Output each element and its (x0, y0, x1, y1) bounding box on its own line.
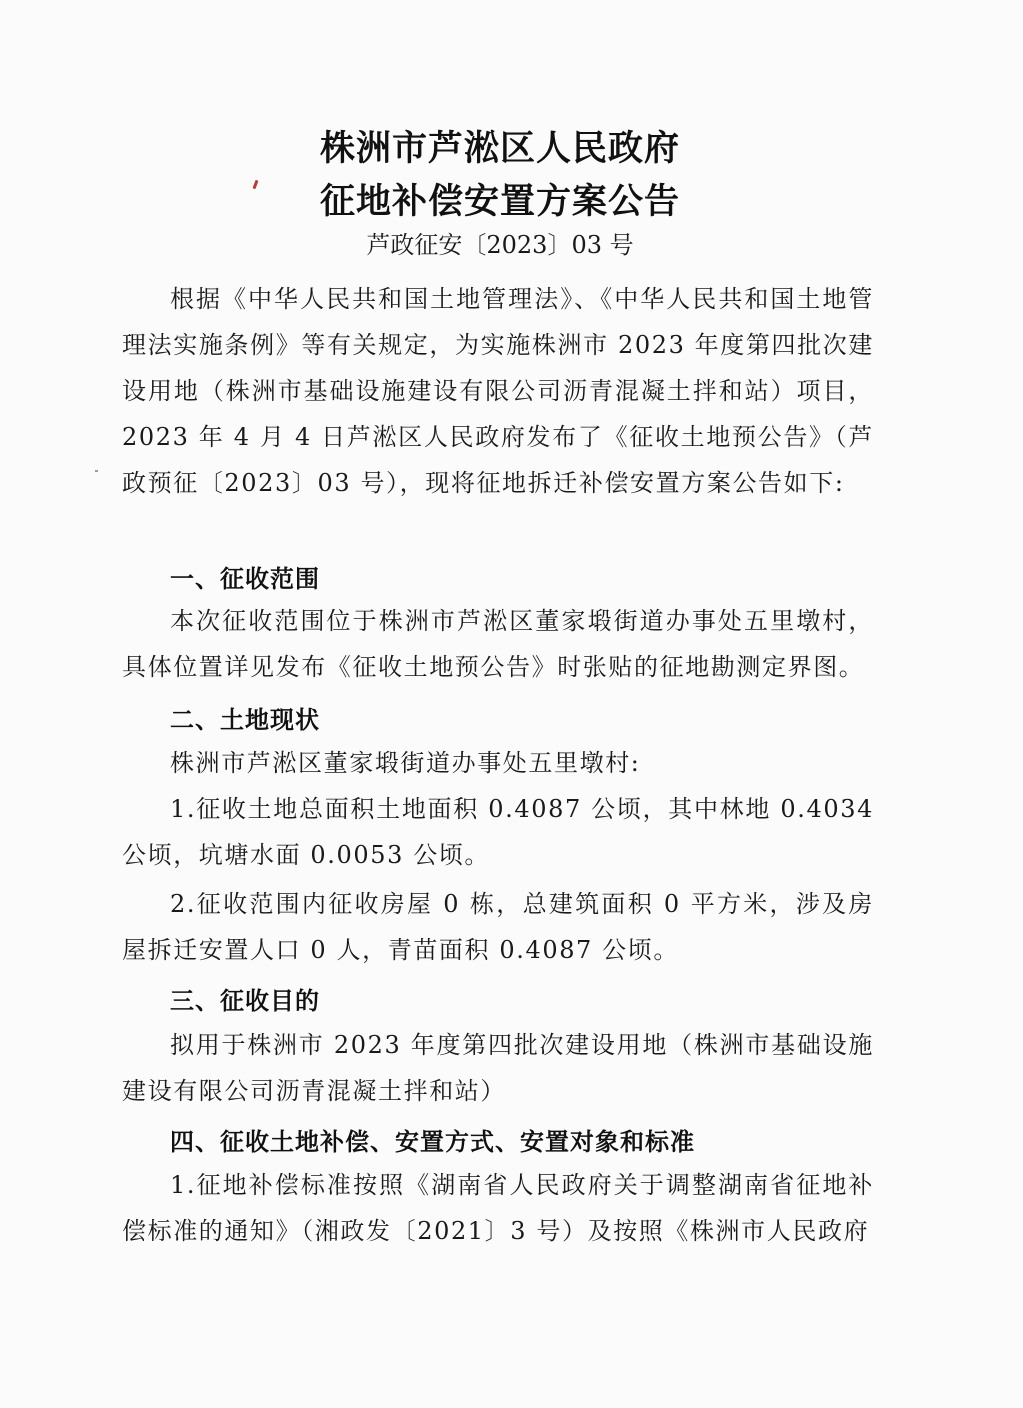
section-heading-purpose: 三、征收目的 (170, 987, 320, 1015)
document-number: 芦政征安〔2023〕03 号 (366, 231, 634, 259)
land-status-village: 株洲市芦淞区董家塅街道办事处五里墩村: (170, 749, 641, 777)
purpose-paragraph: 拟用于株洲市 2023 年度第四批次建设用地（株洲市基础设施建设有限公司沥青混凝土拌和站） (122, 1031, 874, 1105)
section-heading-scope: 一、征收范围 (170, 565, 320, 593)
section-heading-compensation: 四、征收土地补偿、安置方式、安置对象和标准 (170, 1128, 695, 1156)
compensation-paragraph: 1.征地补偿标准按照《湖南省人民政府关于调整湖南省征地补偿标准的通知》（湘政发〔2021〕3 号）及按照《株洲市人民政府 (122, 1171, 874, 1245)
document-title-line-2: 征地补偿安置方案公告 (319, 182, 680, 222)
land-status-item-1: 1.征收土地总面积土地面积 0.4087 公顷，其中林地 0.4034 公顷，坑塘水面 0.0053 公顷。 (122, 795, 874, 869)
land-status-item-2: 2.征收范围内征收房屋 0 栋，总建筑面积 0 平方米，涉及房屋拆迁安置人口 0 人，青苗面积 0.4087 公顷。 (122, 890, 874, 964)
scope-paragraph: 本次征收范围位于株洲市芦淞区董家塅街道办事处五里墩村，具体位置详见发布《征收土地预公告》时张贴的征地勘测定界图。 (122, 607, 874, 681)
intro-paragraph: 根据《中华人民共和国土地管理法》、《中华人民共和国土地管理法实施条例》等有关规定，为实施株洲市 2023 年度第四批次建设用地（株洲市基础设施建设有限公司沥青混凝土拌和站）项目，2023 年 4 月 4 日芦淞区人民政府发布了《征收土地预公告》（芦政预征〔2023〕03 号），现将征地拆迁补偿安置方案公告如下: (122, 285, 874, 497)
scan-speck (95, 470, 98, 472)
section-heading-land-status: 二、土地现状 (170, 706, 320, 734)
document-title-line-1: 株洲市芦淞区人民政府 (319, 129, 680, 169)
